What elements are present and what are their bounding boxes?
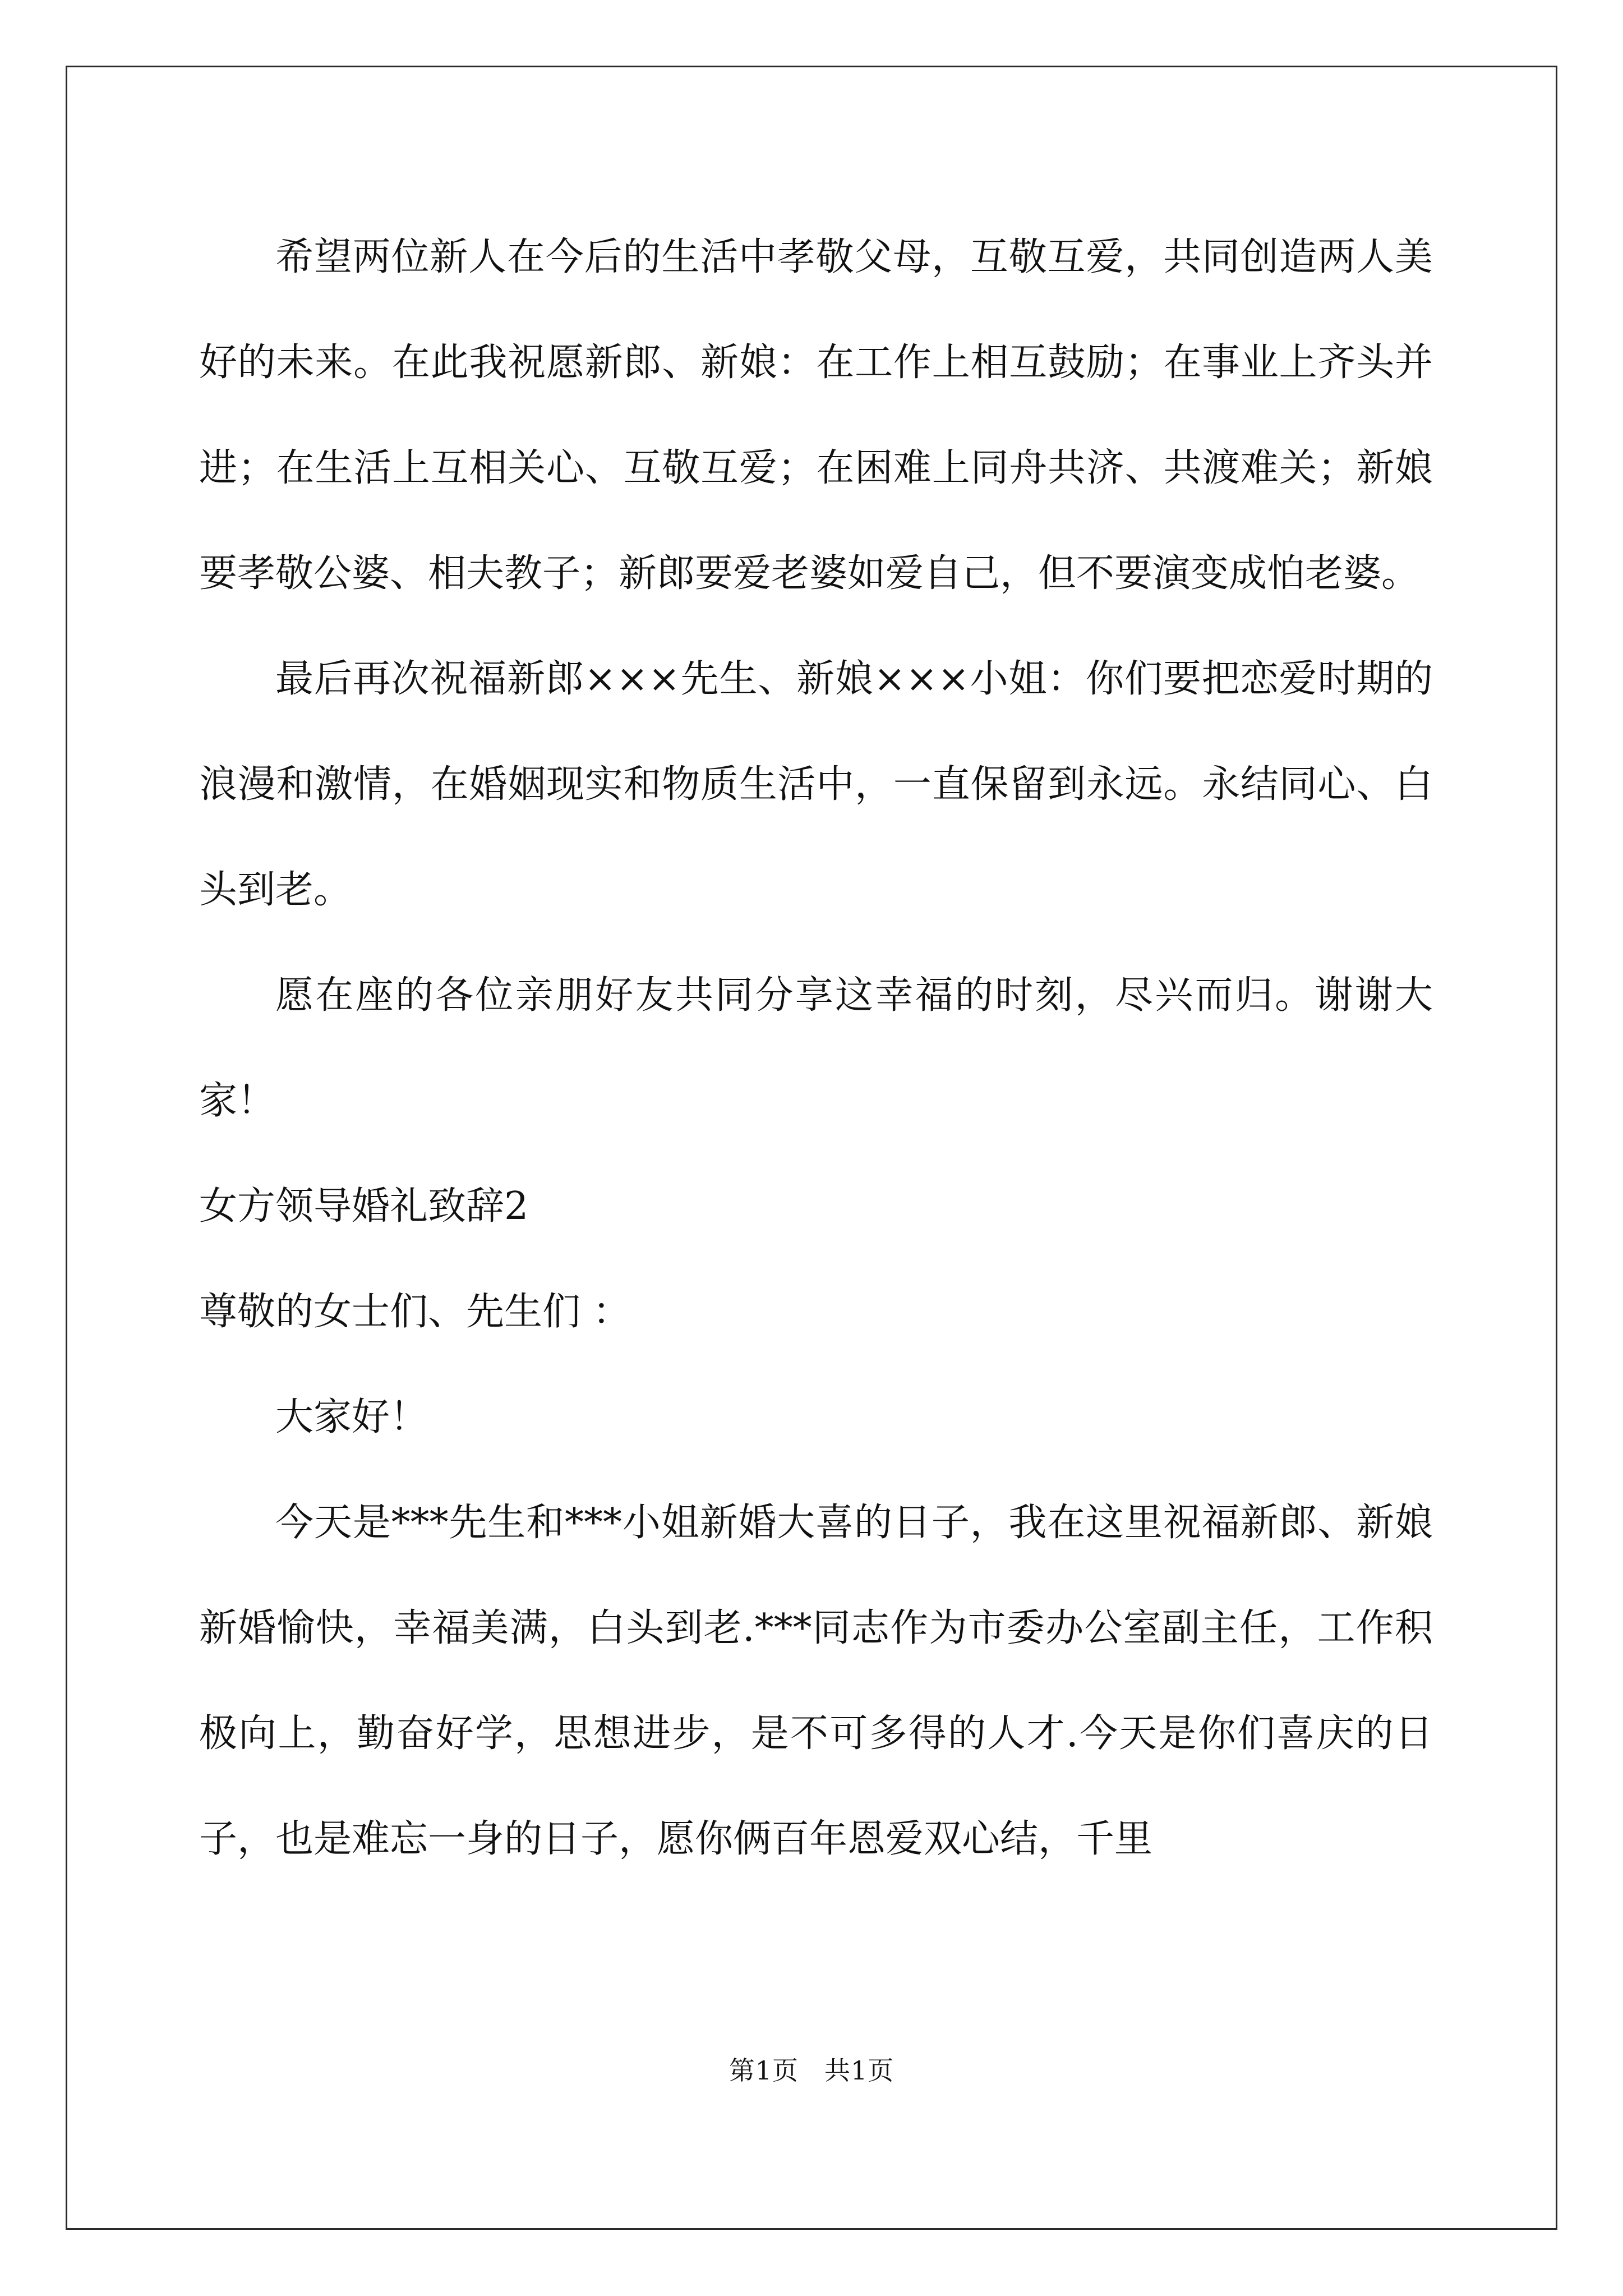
section-title: 女方领导婚礼致辞2 bbox=[199, 1184, 529, 1228]
page-number: 第1页 bbox=[728, 2055, 799, 2086]
salutation: 尊敬的女士们、先生们 ： bbox=[199, 1290, 631, 1334]
page-footer bbox=[0, 2050, 1623, 2087]
paragraph-wishes: 希望两位新人在今后的生活中孝敬父母，互敬互爱，共同创造两人美好的未来。在此我祝愿新郎、新娘：在工作上相互鼓励；在事业上齐头并进；在生活上互相关心、互敬互爱；在困难上同舟共济、共渡难关；新娘要孝敬公婆、相夫教子；新郎要爱老婆如爱自己，但不要演变成怕老婆。 bbox=[199, 235, 1433, 596]
greeting: 大家好！ bbox=[275, 1395, 428, 1439]
paragraph-thanks: 愿在座的各位亲朋好友共同分享这幸福的时刻，尽兴而归。谢谢大家！ bbox=[199, 973, 1433, 1123]
paragraph-blessing: 最后再次祝福新郎×××先生、新娘×××小姐：你们要把恋爱时期的浪漫和激情，在婚姻现实和物质生活中，一直保留到永远。永结同心、白头到老。 bbox=[199, 657, 1433, 912]
document-body bbox=[199, 205, 1433, 1892]
paragraph-speech: 今天是***先生和***小姐新婚大喜的日子，我在这里祝福新郎、新娘新婚愉快，幸福美满，白头到老.***同志作为市委办公室副主任，工作积极向上，勤奋好学，思想进步，是不可多得的人才.今天是你们喜庆的日子，也是难忘一身的日子，愿你俩百年恩爱双心结，千里 bbox=[199, 1501, 1433, 1861]
page-total: 共1页 bbox=[824, 2055, 895, 2086]
